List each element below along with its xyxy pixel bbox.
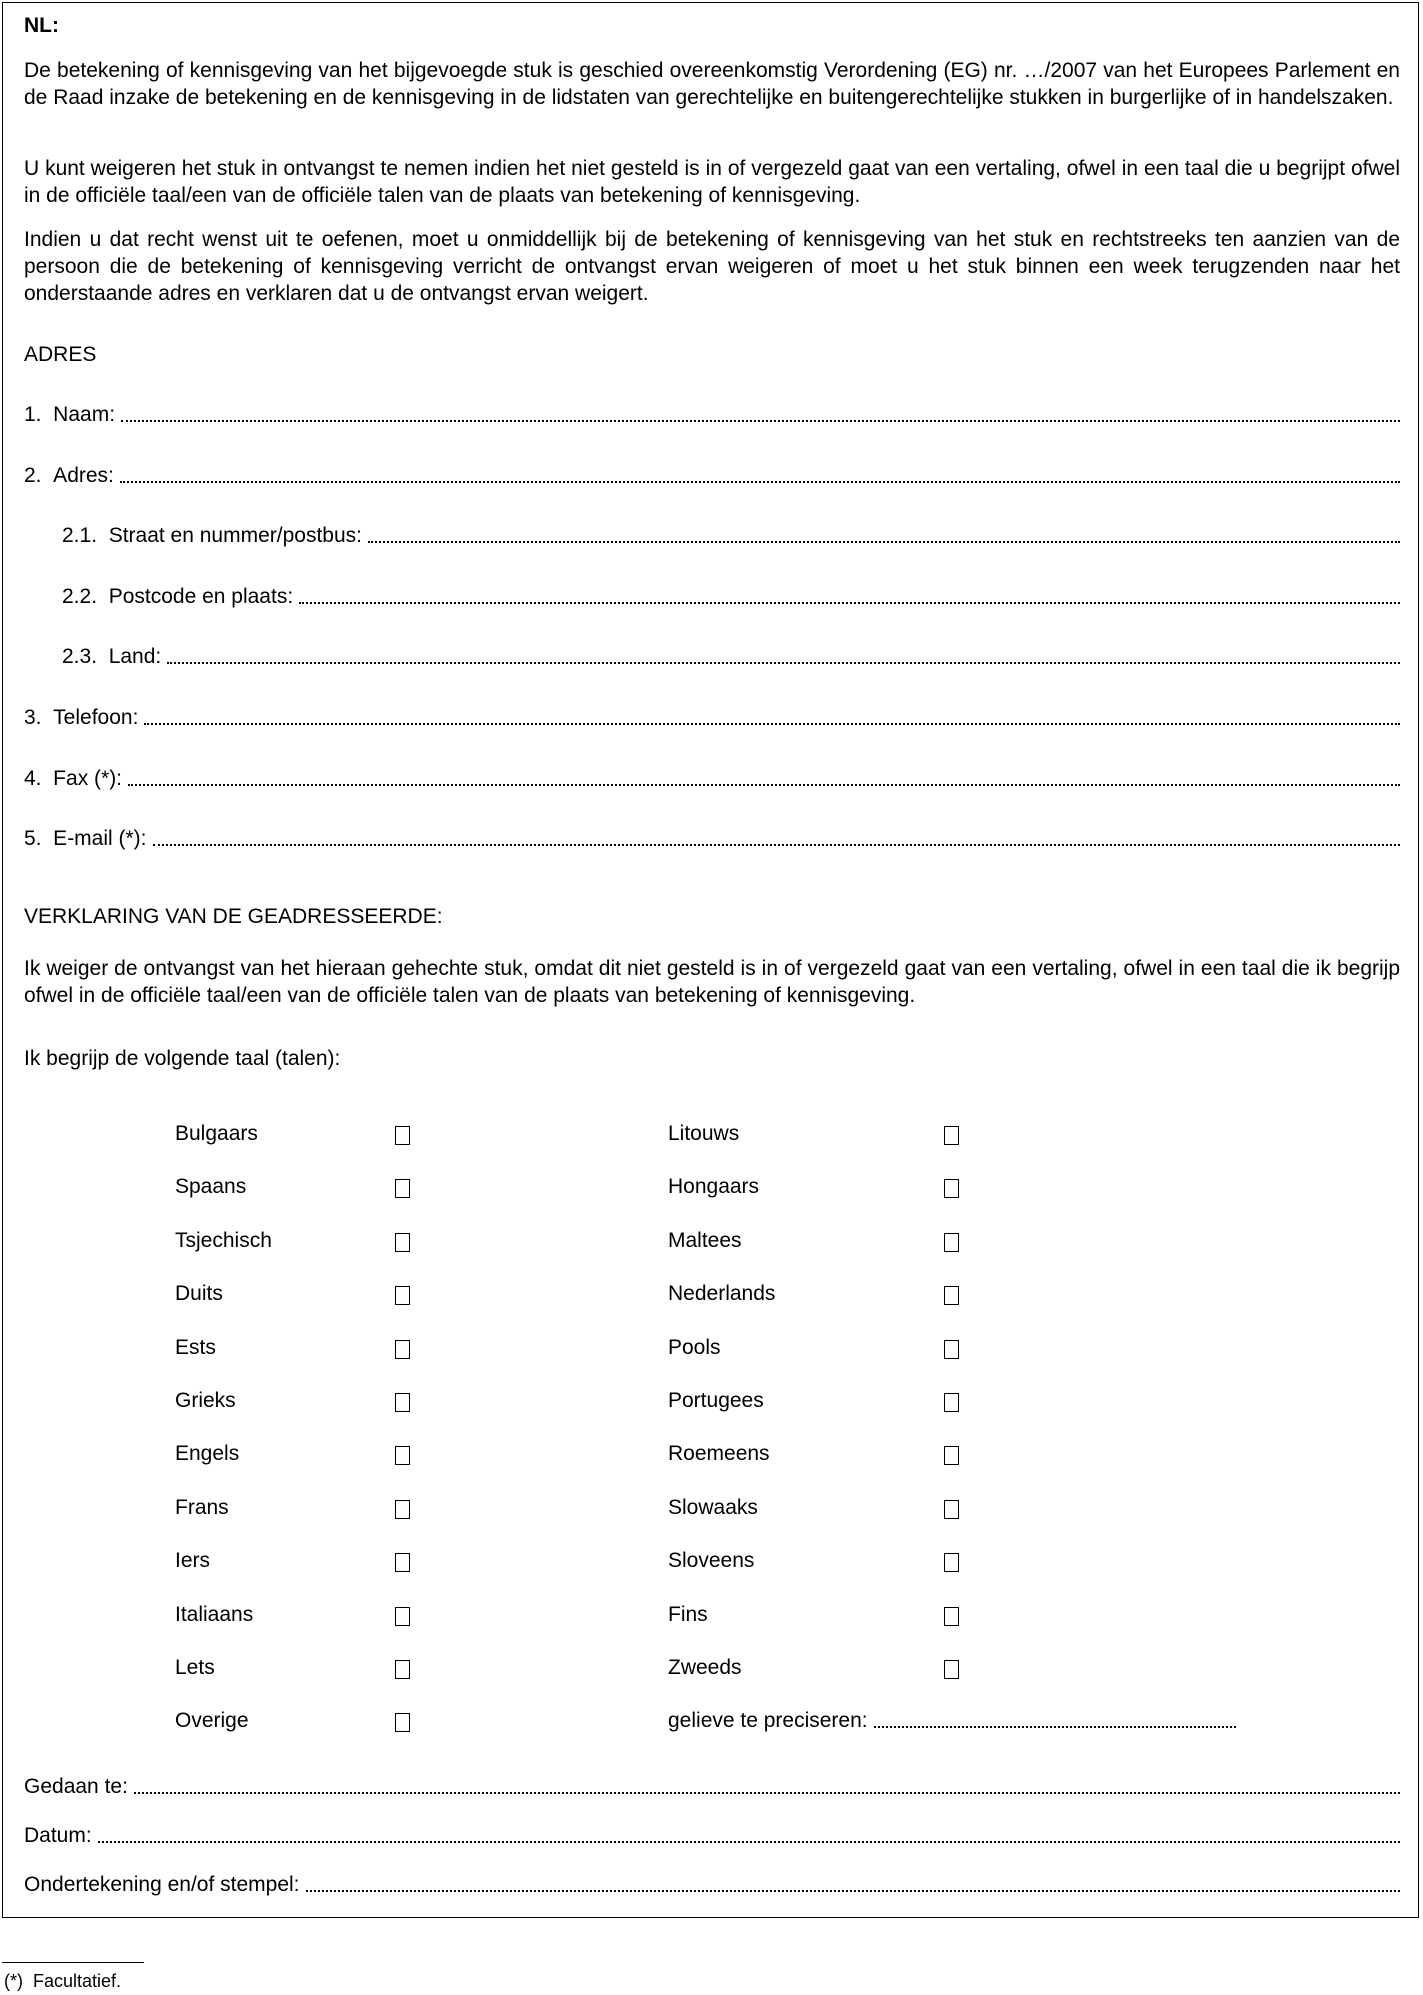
language-label: Iers bbox=[175, 1549, 211, 1573]
language-label: Duits bbox=[175, 1282, 223, 1306]
language-label: Tsjechisch bbox=[175, 1228, 272, 1252]
language-label: Zweeds bbox=[668, 1656, 742, 1679]
language-label: Litouws bbox=[668, 1122, 740, 1145]
language-checkbox[interactable] bbox=[944, 1286, 959, 1305]
intro-paragraph-1: De betekening of kennisgeving van het bijgevoegde stuk is geschied overeenkomstig Verordening (EG) nr. …/2007 van het Europees Parlement en de Raad inzake de betekening en de kennisgeving in de lidstaten van gerechtelijke en buitengerechtelijke stukken in burgerlijke of in handelszaken. bbox=[24, 59, 1400, 109]
declaration-title: VERKLARING VAN DE GEADRESSEERDE: bbox=[24, 905, 443, 928]
language-label: Ests bbox=[175, 1335, 216, 1359]
language-heading: NL: bbox=[24, 14, 59, 37]
language-label: Engels bbox=[175, 1442, 240, 1466]
fill-line bbox=[134, 1792, 1400, 1794]
language-label: Spaans bbox=[175, 1175, 247, 1199]
language-checkbox[interactable] bbox=[395, 1446, 410, 1465]
fill-line bbox=[128, 784, 1400, 786]
footnote-rule bbox=[2, 1962, 144, 1963]
language-checkbox[interactable] bbox=[395, 1713, 410, 1732]
field-label: 2. Adres: bbox=[24, 464, 114, 487]
specify-other-field[interactable] bbox=[668, 1707, 1236, 1734]
footnote: (*) Facultatief. bbox=[4, 1971, 122, 1991]
field-label: Datum: bbox=[24, 1824, 92, 1847]
language-checkbox[interactable] bbox=[944, 1446, 959, 1465]
language-checkbox[interactable] bbox=[944, 1126, 959, 1145]
language-checkbox[interactable] bbox=[395, 1500, 410, 1519]
fill-line bbox=[167, 662, 1400, 664]
language-label: Bulgaars bbox=[175, 1122, 258, 1145]
date-field[interactable] bbox=[24, 1822, 1400, 1849]
language-checkbox[interactable] bbox=[944, 1607, 959, 1626]
postcode-field[interactable] bbox=[62, 583, 1400, 610]
field-label: 1. Naam: bbox=[24, 403, 116, 426]
name-field[interactable] bbox=[24, 401, 1400, 428]
fill-line bbox=[306, 1890, 1400, 1892]
language-checkbox[interactable] bbox=[395, 1393, 410, 1412]
language-label: Hongaars bbox=[668, 1175, 760, 1199]
language-checkbox[interactable] bbox=[395, 1286, 410, 1305]
fill-line bbox=[874, 1726, 1236, 1728]
field-label: 2.2. Postcode en plaats: bbox=[62, 585, 294, 608]
field-label: 3. Telefoon: bbox=[24, 706, 139, 729]
fax-field[interactable] bbox=[24, 765, 1400, 792]
field-label: Gedaan te: bbox=[24, 1775, 128, 1798]
fill-line bbox=[120, 481, 1400, 483]
field-label: Ondertekening en/of stempel: bbox=[24, 1873, 300, 1896]
fill-line bbox=[299, 602, 1400, 604]
address-field[interactable] bbox=[24, 462, 1400, 489]
language-label: Fins bbox=[668, 1602, 708, 1626]
languages-intro: Ik begrijp de volgende taal (talen): bbox=[24, 1047, 341, 1070]
language-checkbox[interactable] bbox=[944, 1393, 959, 1412]
language-checkbox[interactable] bbox=[395, 1660, 410, 1679]
address-title: ADRES bbox=[24, 343, 97, 366]
fill-line bbox=[121, 420, 1400, 422]
language-label: Roemeens bbox=[668, 1442, 770, 1466]
language-checkbox[interactable] bbox=[395, 1607, 410, 1626]
fill-line bbox=[153, 844, 1400, 846]
email-field[interactable] bbox=[24, 825, 1400, 852]
intro-paragraph-3: Indien u dat recht wenst uit te oefenen, moet u onmiddellijk bij de betekening of kennisgeving van het stuk en rechtstreeks ten aanzien van de persoon die de betekening of kennisgeving verricht de ontvangst ervan weigeren of moet u het stuk binnen een week terugzenden naar het onderstaande adres en verklaren dat u de ontvangst ervan weigert. bbox=[24, 228, 1400, 305]
language-checkbox[interactable] bbox=[395, 1126, 410, 1145]
signature-field[interactable] bbox=[24, 1871, 1400, 1898]
language-checkbox[interactable] bbox=[395, 1553, 410, 1572]
language-label: Pools bbox=[668, 1335, 721, 1359]
intro-paragraph-2: U kunt weigeren het stuk in ontvangst te nemen indien het niet gesteld is in of vergezeld gaat van een vertaling, ofwel in een taal die u begrijpt ofwel in de officiële taal/een van de officiële talen van de plaats van betekening of kennisgeving. bbox=[24, 157, 1400, 207]
language-label: Nederlands bbox=[668, 1282, 776, 1306]
language-label: Lets bbox=[175, 1656, 215, 1679]
fill-line bbox=[368, 541, 1400, 543]
language-checkbox[interactable] bbox=[944, 1553, 959, 1572]
language-label: Slowaaks bbox=[668, 1495, 758, 1519]
fill-line bbox=[98, 1841, 1400, 1843]
fill-line bbox=[144, 723, 1400, 725]
field-label: 5. E-mail (*): bbox=[24, 827, 147, 850]
language-label: Grieks bbox=[175, 1389, 236, 1412]
field-label: 2.1. Straat en nummer/postbus: bbox=[62, 524, 362, 547]
language-checkbox[interactable] bbox=[944, 1660, 959, 1679]
declaration-text: Ik weiger de ontvangst van het hieraan gehechte stuk, omdat dit niet gesteld is in of vergezeld gaat van een vertaling, ofwel in een taal die ik begrijp ofwel in de officiële taal/een van de officiële talen van de plaats van betekening of kennisgeving. bbox=[24, 957, 1400, 1007]
field-label: 2.3. Land: bbox=[62, 645, 162, 668]
language-checkbox[interactable] bbox=[395, 1179, 410, 1198]
field-label: 4. Fax (*): bbox=[24, 767, 123, 790]
language-label: Frans bbox=[175, 1495, 229, 1519]
language-checkbox[interactable] bbox=[944, 1233, 959, 1252]
language-label: Maltees bbox=[668, 1228, 742, 1252]
street-field[interactable] bbox=[62, 522, 1400, 549]
language-label: Italiaans bbox=[175, 1602, 254, 1626]
language-label: Overige bbox=[175, 1709, 249, 1733]
language-checkbox[interactable] bbox=[944, 1179, 959, 1198]
place-field[interactable] bbox=[24, 1773, 1400, 1800]
language-label: Portugees bbox=[668, 1389, 764, 1412]
country-field[interactable] bbox=[62, 643, 1400, 670]
language-checkbox[interactable] bbox=[944, 1500, 959, 1519]
field-label: gelieve te preciseren: bbox=[668, 1709, 868, 1733]
language-checkbox[interactable] bbox=[944, 1340, 959, 1359]
language-checkbox[interactable] bbox=[395, 1233, 410, 1252]
phone-field[interactable] bbox=[24, 704, 1400, 731]
language-label: Sloveens bbox=[668, 1549, 755, 1573]
language-checkbox[interactable] bbox=[395, 1340, 410, 1359]
